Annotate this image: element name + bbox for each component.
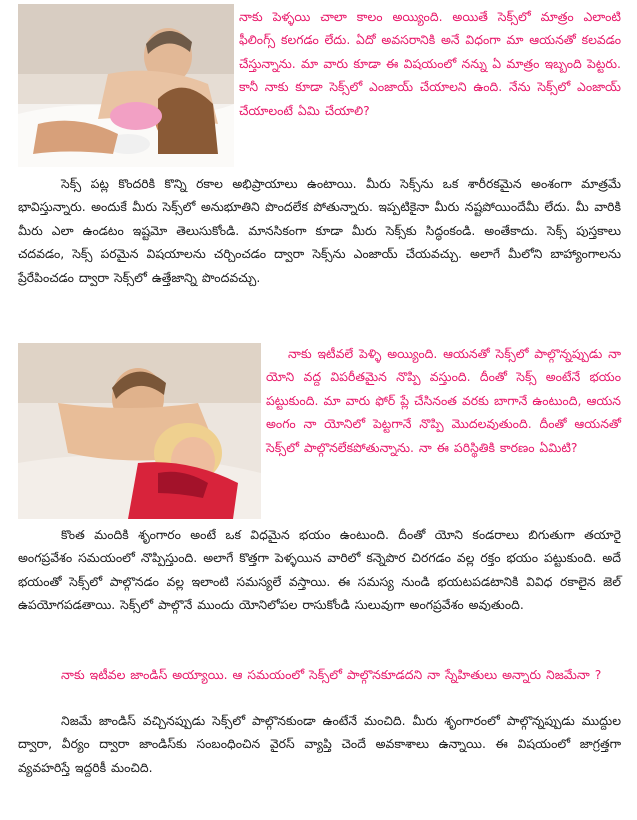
answer-3: నిజమే జాండిస్ వచ్చినప్పుడు సెక్స్‌లో పాల్గొనకుండా ఉంటేనే మంచిది. మీరు శృంగారంలో పాల్గొన్నప్పుడు ముద్దుల ద్వారా, వీర్యం ద్వారా జాండిస్‌కు సంబంధించిన వైరస్ వ్యాప్తి చెందే అవకాశాలు ఉన్నాయి. ఈ విషయంలో జాగ్రత్తగా వ్యవహరిస్తే ఇద్దరికీ మంచిది. [18, 713, 621, 775]
couple-photo-2 [18, 343, 261, 519]
question-1: నాకు పెళ్ళయి చాలా కాలం అయ్యింది. అయితే సెక్స్‌లో మాత్రం ఎలాంటి ఫీలింగ్స్ కలగడం లేదు. ఏదో అవసరానికి అనే విధంగా మా ఆయనతో కలవడం చేస్తున్నాను. మా వారు కూడా ఈ విషయంలో నన్ను ఏ మాత్రం ఇబ్బంది పెట్టరు. కానీ నాకు కూడా సెక్స్‌లో ఎంజాయ్ చేయాలని ఉంది. నేను సెక్స్‌లో ఎంజాయ్ చేయాలంటే ఏమి చేయాలి? [239, 9, 621, 118]
answer-2: కొంత మందికి శృంగారం అంటే ఒక విధమైన భయం ఉంటుంది. దీంతో యోని కండరాలు బిగుతుగా తయారై అంగప్రవేశం సమయంలో నొప్పిస్తుంది. అలాగే కొత్తగా పెళ్ళయిన వారిలో కన్నెపొర చిరగడం వల్ల రక్తం భయం పట్టుకుంది. అదే భయంతో సెక్స్‌లో పాల్గొనడం వల్ల ఇలాంటి సమస్యలే వస్తాయి. ఈ సమస్య నుండి భయటపడటానికి వివిధ రకాలైన జెల్ ఉపయోగపడతాయి. సెక్స్‌లో పాల్గొనే ముందు యోనిలోపల రాసుకోండి సులువుగా అంగప్రవేశం అవుతుంది. [18, 527, 621, 613]
couple-photo-1 [18, 4, 234, 167]
question-2: నాకు ఇటీవలే పెళ్ళి అయ్యింది. ఆయనతో సెక్స్‌లో పాల్గొన్నప్పుడు నా యోని వద్ద విపరీతమైన నొప్పి వస్తుంది. దీంతో సెక్స్ అంటేనే భయం పట్టుకుంది. మా వారు ఫోర్ ప్లే చేసినంత వరకు బాగానే ఉంటుంది, ఆయన అంగం నా యోనిలో పెట్టగానే నొప్పి మొదలవుతుంది. దీంతో ఆయనతో సెక్స్‌లో పాల్గొనలేకపోతున్నాను. నా ఈ పరిస్థితికి కారణం ఏమిటి? [266, 346, 621, 455]
answer-1: సెక్స్ పట్ల కొందరికి కొన్ని రకాల అభిప్రాయాలు ఉంటాయి. మీరు సెక్స్‌ను ఒక శారీరకమైన అంశంగా మాత్రమే భావిస్తున్నారు. అందుకే మీరు సెక్స్‌లో అనుభూతిని పొందలేక పోతున్నారు. ఇప్పటికైనా మీరు నష్టపోయిందేమీ లేదు. మీ వారికి మీరు ఎలా ఉండటం ఇష్టమో తెలుసుకోండి. మానసికంగా కూడా మీరు సెక్స్‌కు సిద్ధంకండి. అంతేకాదు. సెక్స్ పుస్తకాలు చదవడం, సెక్స్ పరమైన విషయాలను చర్చించడం ద్వారా సెక్స్‌ను ఎంజాయ్ చేయవచ్చు. అలాగే మీలోని బాహ్యాంగాలను ప్రేరేపించడం ద్వారా సెక్స్‌లో ఉత్తేజాన్ని పొందవచ్చు. [18, 176, 621, 285]
question-3: నాకు ఇటీవల జాండిస్ అయ్యాయి. ఆ సమయంలో సెక్స్‌లో పాల్గొనకూడదని నా స్నేహితులు అన్నారు నిజమేనా ? [61, 667, 602, 682]
